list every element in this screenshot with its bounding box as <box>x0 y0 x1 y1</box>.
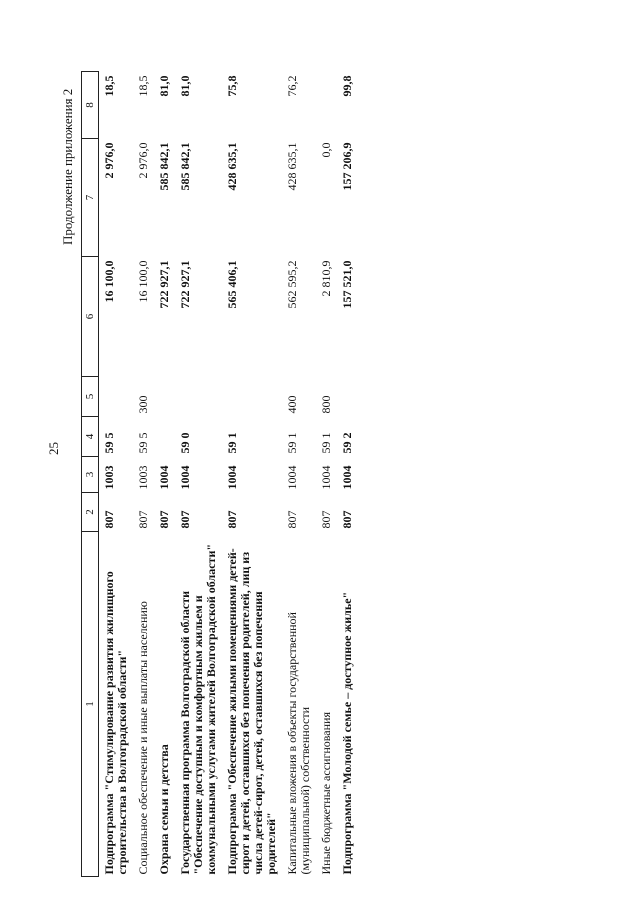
row-cell-section: 1004 <box>285 465 299 490</box>
row-name-cell: Капитальные вложения в объекты государственной (муниципальной) собственности <box>285 612 312 875</box>
table-caption: Продолжение приложения 2 <box>60 88 75 245</box>
row-cell-expense-type: 400 <box>285 395 299 414</box>
row-cell-percent: 75,8 <box>225 75 239 97</box>
budget-table <box>81 71 358 877</box>
row-cell-executed: 2 976,0 <box>102 142 116 179</box>
row-cell-ved: 807 <box>340 510 354 529</box>
row-cell-executed: 428 635,1 <box>225 142 239 191</box>
row-cell-approved: 16 100,0 <box>102 260 116 303</box>
row-cell-expense-type: 800 <box>319 395 333 414</box>
row-name-cell: Охрана семьи и детства <box>157 744 171 875</box>
row-cell-percent: 99,8 <box>340 75 354 97</box>
header-cell: 2 <box>82 493 99 532</box>
row-cell-target: 59 1 <box>319 432 333 454</box>
header-cell: 6 <box>82 257 99 377</box>
row-cell-ved: 807 <box>136 510 150 529</box>
header-cell: 7 <box>82 139 99 257</box>
row-cell-percent: 18,5 <box>136 75 150 97</box>
row-name-cell: Государственная программа Волгоградской области "Обеспечение доступным и комфортным жильем и коммунальными услугами жителей Волгоградской области" <box>178 543 218 875</box>
table-row <box>175 72 222 877</box>
row-cell-approved: 565 406,1 <box>225 260 239 309</box>
row-cell-ved: 807 <box>319 510 333 529</box>
row-cell-approved: 722 927,1 <box>178 260 192 309</box>
table-row <box>316 72 337 877</box>
row-cell-approved: 722 927,1 <box>157 260 171 309</box>
row-cell-expense-type: 300 <box>136 395 150 414</box>
row-cell-ved: 807 <box>157 510 171 529</box>
table-row <box>154 72 175 877</box>
row-cell-ved: 807 <box>102 510 116 529</box>
header-cell: 3 <box>82 457 99 493</box>
row-cell-section: 1004 <box>340 465 354 490</box>
row-cell-percent: 81,0 <box>157 75 171 97</box>
row-cell-executed: 585 842,1 <box>157 142 171 191</box>
row-cell-target: 59 2 <box>340 432 354 454</box>
row-name-cell: Иные бюджетные ассигнования <box>319 712 333 875</box>
row-cell-approved: 562 595,2 <box>285 260 299 309</box>
row-cell-section: 1004 <box>157 465 171 490</box>
row-cell-ved: 807 <box>178 510 192 529</box>
row-cell-expense-type <box>154 377 175 417</box>
row-cell-section: 1004 <box>225 465 239 490</box>
row-cell-target: 59 1 <box>225 432 239 454</box>
row-cell-section: 1003 <box>102 465 116 490</box>
row-cell-executed: 0,0 <box>319 142 333 158</box>
row-name-cell: Подпрограмма "Молодой семье – доступное жилье" <box>340 591 354 875</box>
row-cell-percent: 76,2 <box>285 75 299 97</box>
table-row <box>282 72 316 877</box>
row-cell-percent <box>316 72 337 139</box>
row-cell-approved: 157 521,0 <box>340 260 354 309</box>
row-cell-executed: 2 976,0 <box>136 142 150 179</box>
header-cell: 8 <box>82 72 99 139</box>
header-cell: 1 <box>82 532 99 877</box>
row-cell-percent: 18,5 <box>102 75 116 97</box>
row-cell-expense-type <box>337 377 358 417</box>
row-name-cell: Социальное обеспечение и иные выплаты населению <box>136 601 150 875</box>
row-cell-target: 59 1 <box>285 432 299 454</box>
table-row <box>133 72 154 877</box>
page-number: 25 <box>46 442 61 455</box>
row-name-cell: Подпрограмма "Обеспечение жилыми помещениями детей-сирот и детей, оставшихся без попечения родителей, лиц из числа детей-сирот, детей, оставшихся без попечения родителей" <box>225 548 278 875</box>
row-name-cell: Подпрограмма "Стимулирование развития жилищного строительства в Волгоградской области" <box>102 571 129 875</box>
row-cell-section: 1003 <box>136 465 150 490</box>
row-cell-executed: 428 635,1 <box>285 142 299 191</box>
table-row <box>99 72 134 877</box>
row-cell-target <box>154 417 175 457</box>
row-cell-target: 59 5 <box>136 432 150 454</box>
row-cell-approved: 16 100,0 <box>136 260 150 303</box>
row-cell-section: 1004 <box>178 465 192 490</box>
row-cell-target: 59 0 <box>178 432 192 454</box>
row-cell-expense-type <box>222 377 282 417</box>
header-cell: 5 <box>82 377 99 417</box>
row-cell-expense-type <box>175 377 222 417</box>
header-cell: 4 <box>82 417 99 457</box>
row-cell-expense-type <box>99 377 134 417</box>
row-cell-target: 59 5 <box>102 432 116 454</box>
table-row <box>337 72 358 877</box>
row-cell-percent: 81,0 <box>178 75 192 97</box>
row-cell-ved: 807 <box>285 510 299 529</box>
row-cell-executed: 585 842,1 <box>178 142 192 191</box>
row-cell-section: 1004 <box>319 465 333 490</box>
row-cell-ved: 807 <box>225 510 239 529</box>
row-cell-executed: 157 206,9 <box>340 142 354 191</box>
table-body <box>99 72 359 877</box>
table-row <box>222 72 282 877</box>
row-cell-approved: 2 810,9 <box>319 260 333 297</box>
header-row <box>82 72 99 877</box>
